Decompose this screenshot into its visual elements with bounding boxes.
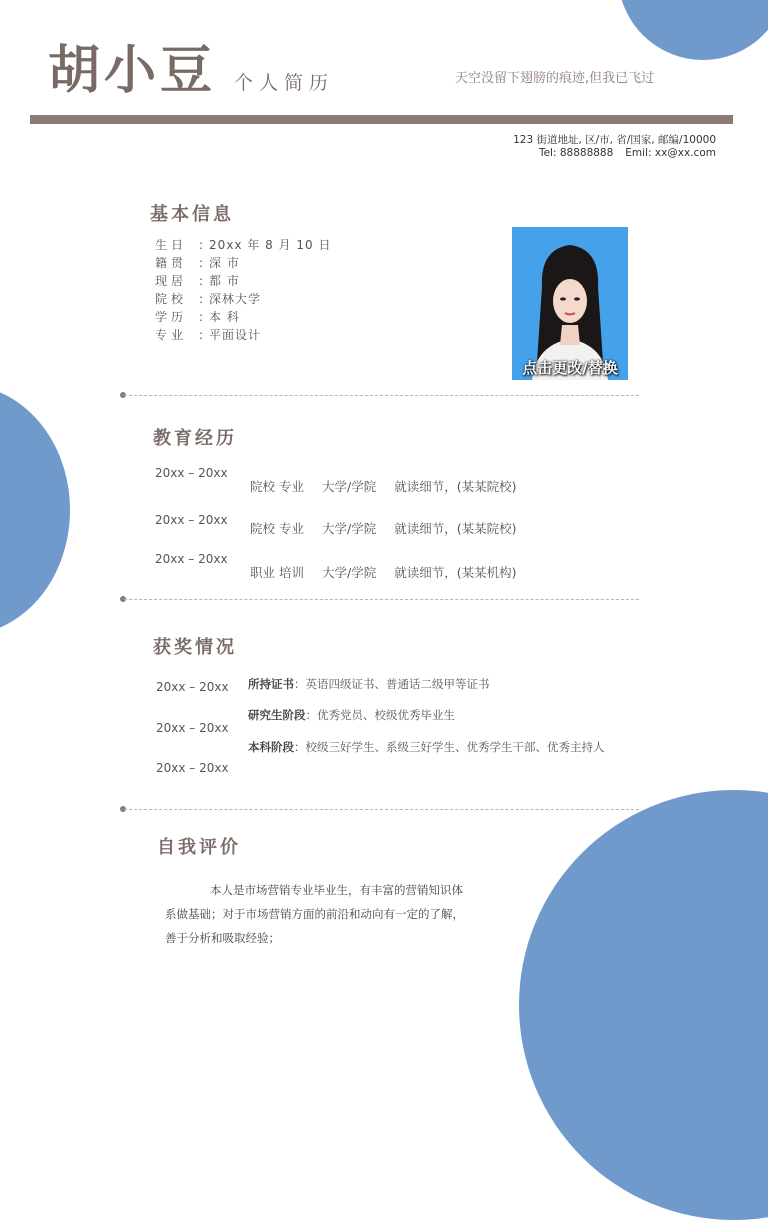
- education-school-major: 职业 培训: [250, 565, 304, 580]
- award-entry: [248, 707, 455, 723]
- contact-address: 123 街道地址, 区/市, 省/国家, 邮编/10000: [513, 134, 716, 146]
- education-date: 20xx – 20xx: [155, 552, 228, 566]
- info-value: 平面设计: [209, 328, 262, 342]
- education-entry: [250, 477, 534, 495]
- education-college: 大学/学院: [321, 565, 377, 580]
- header-rule: [30, 115, 733, 124]
- info-value: 本 科: [209, 310, 240, 324]
- section-title-self-evaluation: 自我评价: [157, 837, 241, 858]
- contact-tel: Tel: 88888888: [538, 147, 614, 159]
- education-entry: [250, 519, 534, 537]
- section-divider: [124, 599, 639, 600]
- info-value: 深林大学: [209, 292, 262, 306]
- info-row-school: 院校 : 深林大学: [155, 292, 262, 306]
- info-row-degree: 学历 : 本 科: [155, 310, 240, 324]
- resume-name: 胡小豆: [48, 41, 217, 101]
- info-key: 生日: [155, 238, 188, 252]
- self-evaluation-line: 系做基础；对于市场营销方面的前沿和动向有一定的了解，: [165, 907, 464, 921]
- award-label: 研究生阶段: [248, 708, 306, 722]
- section-title-awards: 获奖情况: [153, 637, 237, 658]
- section-divider: [124, 809, 639, 810]
- education-detail: 就读细节，(某某院校): [394, 479, 517, 494]
- info-key: 现居: [155, 274, 188, 288]
- award-text: ：英语四级证书、普通话二级甲等证书: [294, 677, 490, 691]
- education-date: 20xx – 20xx: [155, 466, 228, 480]
- info-row-birthday: 生日 : 20xx 年 8 月 10 日: [155, 238, 332, 252]
- info-key: 学历: [155, 310, 188, 324]
- award-date: 20xx – 20xx: [156, 761, 229, 775]
- contact-phone-email: [539, 147, 716, 159]
- award-date: 20xx – 20xx: [156, 680, 229, 694]
- info-key: 专业: [155, 328, 188, 342]
- award-label: 所持证书: [248, 677, 294, 691]
- info-key: 院校: [155, 292, 188, 306]
- award-text: ：校级三好学生、系级三好学生、优秀学生干部、优秀主持人: [294, 740, 605, 754]
- profile-photo[interactable]: [512, 227, 628, 380]
- education-entry: [250, 563, 534, 581]
- info-row-residence: 现居 : 都 市: [155, 274, 240, 288]
- education-school-major: 院校 专业: [250, 479, 304, 494]
- self-evaluation-line: 善于分析和吸取经验；: [165, 931, 280, 945]
- section-title-basic-info: 基本信息: [150, 204, 234, 225]
- motto: 天空没留下翅膀的痕迹,但我已飞过: [455, 71, 655, 86]
- award-entry: [248, 739, 605, 755]
- education-date: 20xx – 20xx: [155, 513, 228, 527]
- decorative-circle-top-right: [618, 0, 768, 60]
- info-value: 深 市: [209, 256, 240, 270]
- decorative-circle-left: [0, 385, 70, 635]
- award-label: 本科阶段: [248, 740, 294, 754]
- education-college: 大学/学院: [321, 521, 377, 536]
- decorative-circle-bottom-right: [519, 790, 768, 1220]
- info-key: 籍贯: [155, 256, 188, 270]
- education-school-major: 院校 专业: [250, 521, 304, 536]
- photo-caption[interactable]: 点击更改/替换: [522, 359, 618, 377]
- education-detail: 就读细节，(某某机构): [394, 565, 517, 580]
- resume-subtitle: 个人简历: [234, 72, 335, 94]
- contact-email: Emil: xx@xx.com: [625, 147, 716, 159]
- award-date: 20xx – 20xx: [156, 721, 229, 735]
- award-entry: [248, 676, 490, 692]
- section-title-education: 教育经历: [153, 428, 237, 449]
- self-evaluation-line: 本人是市场营销专业毕业生，有丰富的营销知识体: [210, 883, 463, 897]
- info-row-hometown: 籍贯 : 深 市: [155, 256, 240, 270]
- education-college: 大学/学院: [321, 479, 377, 494]
- education-detail: 就读细节，(某某院校): [394, 521, 517, 536]
- info-row-major: 专业 : 平面设计: [155, 328, 262, 342]
- info-value: 20xx 年 8 月 10 日: [209, 238, 332, 252]
- award-text: ：优秀党员、校级优秀毕业生: [305, 708, 455, 722]
- info-value: 都 市: [209, 274, 240, 288]
- section-divider: [124, 395, 639, 396]
